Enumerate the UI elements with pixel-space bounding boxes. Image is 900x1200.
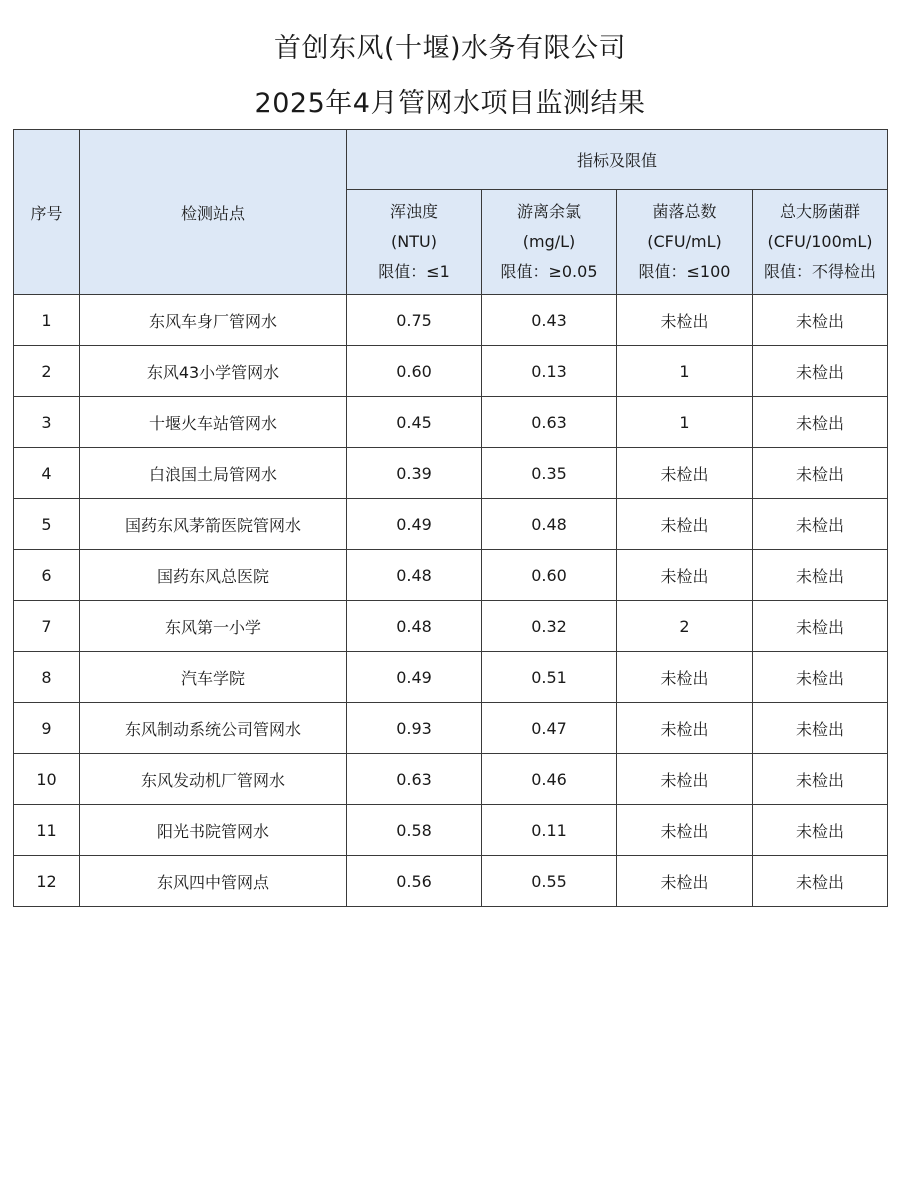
table-row (14, 448, 888, 499)
row-site: 国药东风茅箭医院管网水 (80, 499, 347, 550)
row-free-chlorine: 0.48 (482, 499, 617, 550)
monitoring-results-table (13, 129, 888, 907)
row-site: 东风车身厂管网水 (80, 295, 347, 346)
row-turbidity: 0.48 (347, 550, 482, 601)
table-body (14, 295, 888, 907)
row-total-coliform: 未检出 (753, 856, 888, 907)
row-index: 8 (14, 652, 80, 703)
table-row (14, 295, 888, 346)
row-colony-count: 未检出 (617, 703, 753, 754)
row-colony-count: 未检出 (617, 652, 753, 703)
row-index: 10 (14, 754, 80, 805)
row-index: 1 (14, 295, 80, 346)
row-site: 东风43小学管网水 (80, 346, 347, 397)
row-free-chlorine: 0.35 (482, 448, 617, 499)
row-site: 白浪国土局管网水 (80, 448, 347, 499)
row-total-coliform: 未检出 (753, 448, 888, 499)
row-free-chlorine: 0.60 (482, 550, 617, 601)
row-total-coliform: 未检出 (753, 754, 888, 805)
table-row (14, 346, 888, 397)
table-row (14, 550, 888, 601)
row-total-coliform: 未检出 (753, 550, 888, 601)
row-site: 东风发动机厂管网水 (80, 754, 347, 805)
row-total-coliform: 未检出 (753, 397, 888, 448)
row-site: 十堰火车站管网水 (80, 397, 347, 448)
row-turbidity: 0.49 (347, 499, 482, 550)
row-turbidity: 0.49 (347, 652, 482, 703)
row-colony-count: 未检出 (617, 499, 753, 550)
param-limit: 限值：≥0.05 (500, 262, 598, 281)
column-header-turbidity (347, 190, 482, 295)
param-limit: 限值：≤100 (638, 262, 731, 281)
row-index: 4 (14, 448, 80, 499)
param-unit: (NTU) (391, 232, 437, 251)
row-turbidity: 0.58 (347, 805, 482, 856)
table-row (14, 499, 888, 550)
row-index: 5 (14, 499, 80, 550)
row-colony-count: 2 (617, 601, 753, 652)
table-row (14, 397, 888, 448)
column-header-site: 检测站点 (80, 130, 347, 295)
table-row (14, 652, 888, 703)
row-total-coliform: 未检出 (753, 652, 888, 703)
row-turbidity: 0.63 (347, 754, 482, 805)
row-colony-count: 未检出 (617, 550, 753, 601)
table-row (14, 805, 888, 856)
row-site: 东风制动系统公司管网水 (80, 703, 347, 754)
row-turbidity: 0.60 (347, 346, 482, 397)
row-index: 11 (14, 805, 80, 856)
param-name: 总大肠菌群 (780, 202, 861, 221)
row-free-chlorine: 0.13 (482, 346, 617, 397)
row-free-chlorine: 0.11 (482, 805, 617, 856)
row-free-chlorine: 0.47 (482, 703, 617, 754)
row-index: 12 (14, 856, 80, 907)
row-total-coliform: 未检出 (753, 703, 888, 754)
column-group-header-indicators: 指标及限值 (347, 130, 888, 190)
row-free-chlorine: 0.46 (482, 754, 617, 805)
row-colony-count: 未检出 (617, 805, 753, 856)
row-free-chlorine: 0.32 (482, 601, 617, 652)
row-index: 6 (14, 550, 80, 601)
param-unit: (CFU/100mL) (767, 232, 873, 251)
row-site: 国药东风总医院 (80, 550, 347, 601)
row-turbidity: 0.75 (347, 295, 482, 346)
report-title-company: 首创东风(十堰)水务有限公司 (273, 33, 627, 64)
row-site: 东风四中管网点 (80, 856, 347, 907)
row-colony-count: 未检出 (617, 754, 753, 805)
row-index: 2 (14, 346, 80, 397)
column-header-total-coliform (753, 190, 888, 295)
report-title-period: 2025年4月管网水项目监测结果 (254, 88, 646, 119)
table-row (14, 856, 888, 907)
column-header-colony-count (617, 190, 753, 295)
row-free-chlorine: 0.63 (482, 397, 617, 448)
row-free-chlorine: 0.55 (482, 856, 617, 907)
table-row (14, 703, 888, 754)
table-header (14, 130, 888, 295)
row-total-coliform: 未检出 (753, 499, 888, 550)
row-colony-count: 未检出 (617, 448, 753, 499)
row-turbidity: 0.93 (347, 703, 482, 754)
row-colony-count: 未检出 (617, 856, 753, 907)
row-colony-count: 1 (617, 397, 753, 448)
row-index: 9 (14, 703, 80, 754)
param-limit: 限值：不得检出 (764, 262, 877, 281)
column-header-free-chlorine (482, 190, 617, 295)
row-turbidity: 0.56 (347, 856, 482, 907)
row-colony-count: 未检出 (617, 295, 753, 346)
param-unit: (mg/L) (522, 232, 576, 251)
row-site: 汽车学院 (80, 652, 347, 703)
param-limit: 限值：≤1 (378, 262, 450, 281)
row-total-coliform: 未检出 (753, 805, 888, 856)
row-site: 阳光书院管网水 (80, 805, 347, 856)
column-header-index: 序号 (14, 130, 80, 295)
row-colony-count: 1 (617, 346, 753, 397)
row-index: 3 (14, 397, 80, 448)
param-name: 菌落总数 (652, 202, 717, 221)
row-total-coliform: 未检出 (753, 346, 888, 397)
row-free-chlorine: 0.43 (482, 295, 617, 346)
row-total-coliform: 未检出 (753, 295, 888, 346)
row-free-chlorine: 0.51 (482, 652, 617, 703)
table-row (14, 601, 888, 652)
row-site: 东风第一小学 (80, 601, 347, 652)
param-name: 浑浊度 (389, 202, 438, 221)
param-unit: (CFU/mL) (647, 232, 722, 251)
row-turbidity: 0.45 (347, 397, 482, 448)
row-turbidity: 0.39 (347, 448, 482, 499)
row-total-coliform: 未检出 (753, 601, 888, 652)
param-name: 游离余氯 (516, 202, 581, 221)
row-turbidity: 0.48 (347, 601, 482, 652)
row-index: 7 (14, 601, 80, 652)
table-header-row-group (14, 130, 888, 190)
table-row (14, 754, 888, 805)
